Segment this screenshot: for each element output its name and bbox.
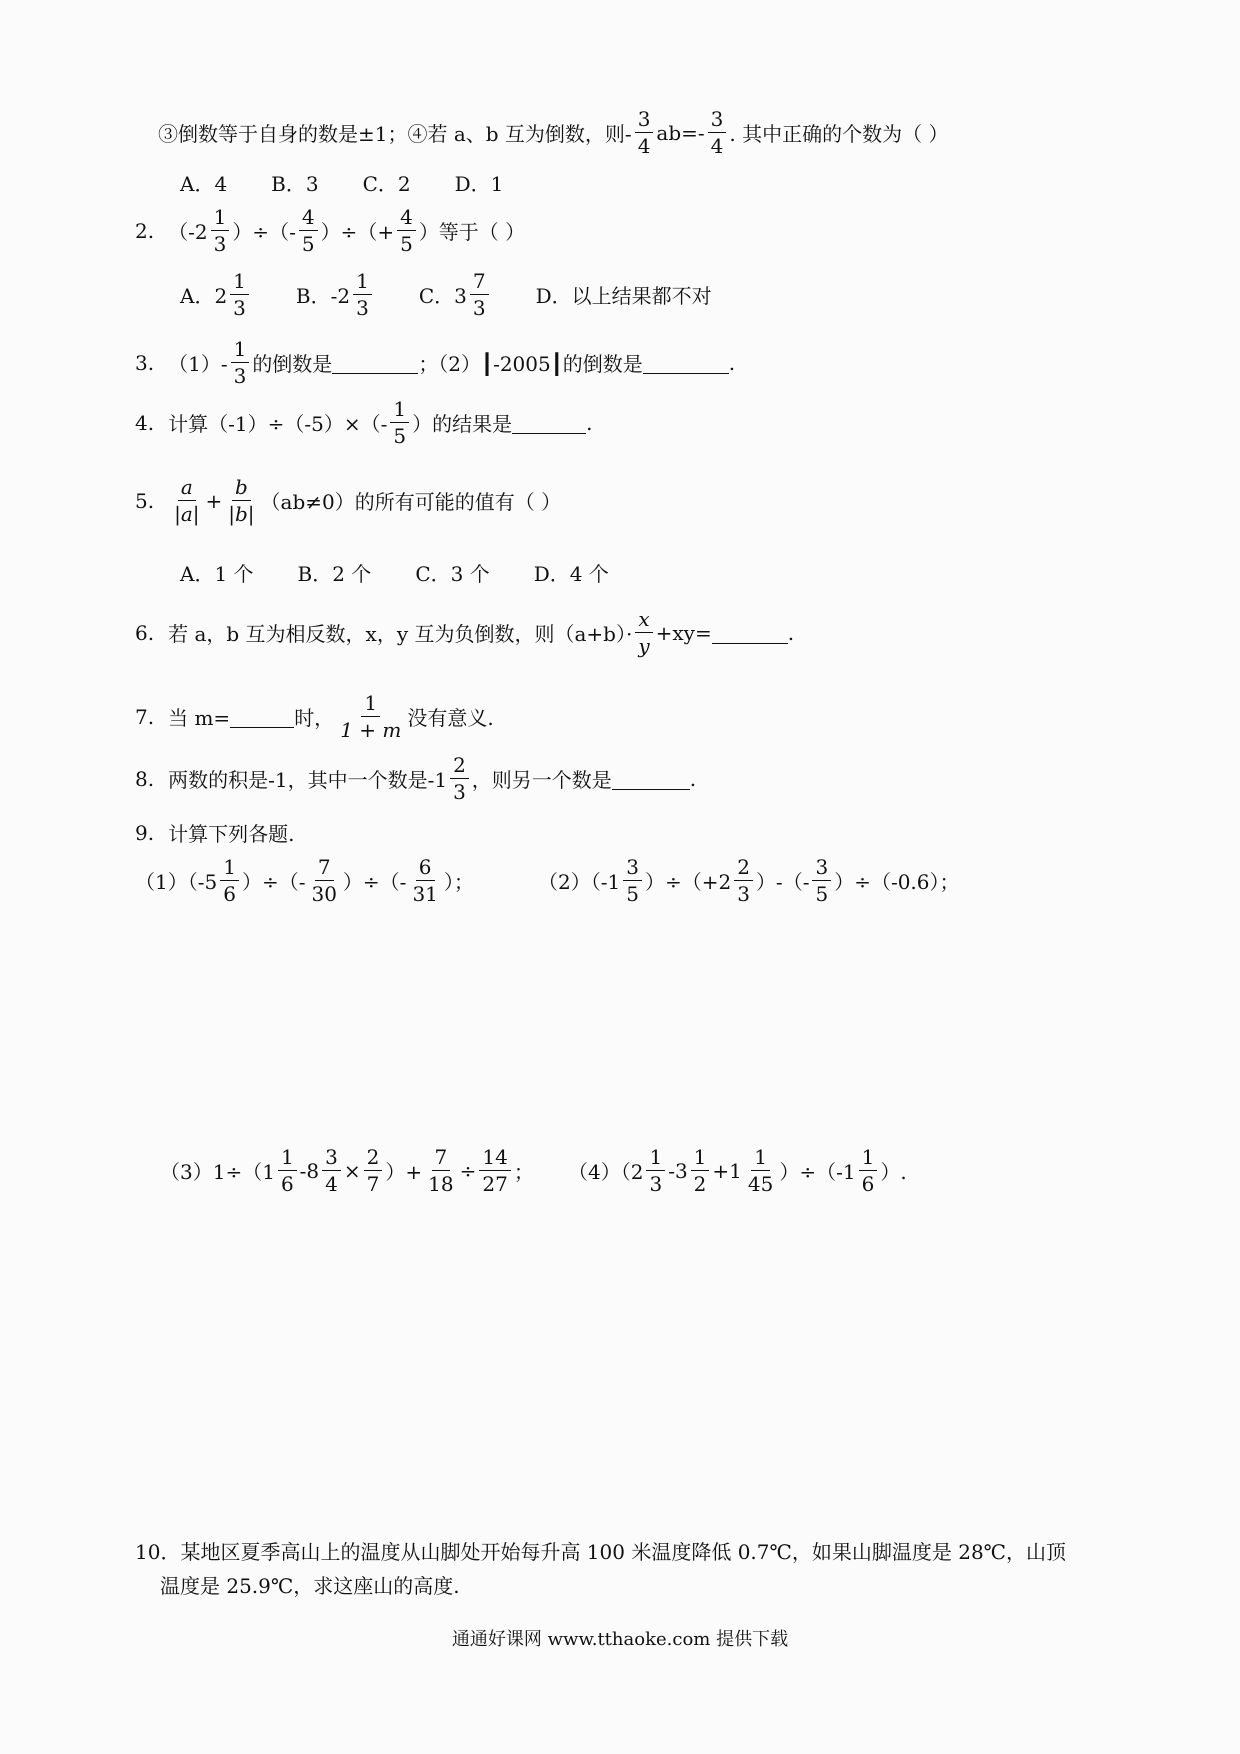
numerator: 2 <box>364 1146 383 1171</box>
question-2 <box>135 206 525 255</box>
numerator: 1 <box>646 1146 665 1171</box>
q2-text: ）等于（ ） <box>418 220 526 244</box>
numerator: 7 <box>315 856 334 881</box>
question-number: 8. <box>135 766 155 791</box>
fraction <box>278 1146 297 1195</box>
denominator: 6 <box>861 1172 875 1196</box>
q1-text: ab=- <box>656 120 705 145</box>
q9-text: ）； <box>443 870 474 894</box>
question-number: 5. <box>135 488 155 513</box>
answer-blank[interactable] <box>512 411 586 434</box>
option-b: B．2 个 <box>297 562 372 586</box>
numerator: x <box>635 608 652 633</box>
fraction <box>171 476 202 525</box>
question-6 <box>135 608 794 657</box>
fraction <box>691 1146 710 1195</box>
q3-text: 的倒数是 <box>252 352 333 376</box>
answer-blank[interactable] <box>643 351 729 374</box>
question-10-line-1: 10．某地区夏季高山上的温度从山脚处开始每升高 100 米温度降低 0.7℃，如果山脚温度是 28℃，山顶 <box>135 1540 1067 1564</box>
q9-text: -8 <box>299 1158 320 1183</box>
q1-options <box>180 168 547 197</box>
denominator: 30 <box>311 882 337 906</box>
q8-text: ，则另一个数是 <box>471 768 612 792</box>
answer-blank[interactable] <box>332 351 418 374</box>
denominator: 3 <box>233 296 246 320</box>
numerator: 3 <box>322 1146 341 1171</box>
q1-statement <box>158 108 948 157</box>
page-footer: 通通好课网 www.tthaoke.com 提供下载 <box>451 1629 789 1650</box>
fraction <box>230 270 249 319</box>
question-number: 2. <box>135 218 155 243</box>
q3-text: . <box>728 350 736 375</box>
fraction <box>322 1146 341 1195</box>
fraction <box>708 108 727 157</box>
fraction <box>220 856 239 905</box>
q5-text: （ab≠0）的所有可能的值有（ ） <box>260 490 562 514</box>
fraction <box>225 476 257 525</box>
numerator: 1 <box>231 338 250 363</box>
denominator: 3 <box>737 882 750 906</box>
denominator: 2 <box>693 1172 707 1196</box>
answer-blank[interactable] <box>712 621 788 644</box>
numerator: 1 <box>361 692 380 717</box>
denominator: 3 <box>472 296 486 320</box>
denominator: 6 <box>223 882 236 906</box>
numerator: 3 <box>623 856 642 881</box>
option-a: A．1 个 <box>180 562 254 586</box>
answer-blank[interactable] <box>230 705 294 728</box>
option-d: D．4 个 <box>533 562 609 586</box>
option-c <box>419 270 492 319</box>
question-9-title <box>135 818 294 847</box>
numerator: 1 <box>220 856 239 881</box>
question-5 <box>135 476 561 525</box>
option-d: D．1 <box>454 172 504 196</box>
q5-options <box>180 558 653 587</box>
q9-text: -3 <box>668 1158 688 1183</box>
denominator: 45 <box>747 1172 774 1196</box>
option-label: B．-2 <box>295 284 351 308</box>
fraction <box>635 108 654 157</box>
q9-text: （3）1÷（1 <box>160 1160 275 1184</box>
fraction <box>479 1146 510 1195</box>
denominator: 5 <box>393 424 407 448</box>
numerator: 1 <box>211 206 230 231</box>
denominator: 5 <box>626 882 639 906</box>
denominator: |b| <box>228 502 255 526</box>
denominator: 5 <box>815 882 829 906</box>
numerator: 14 <box>479 1146 510 1171</box>
denominator: 27 <box>482 1172 508 1196</box>
q2-text: ）÷（- <box>232 220 296 244</box>
fraction <box>211 206 230 255</box>
denominator: 1 + m <box>340 718 402 742</box>
denominator: 3 <box>649 1172 663 1196</box>
fraction <box>409 856 440 905</box>
q9-text: ）÷（+2 <box>644 870 732 894</box>
denominator: 4 <box>637 134 651 158</box>
numerator: 7 <box>470 270 489 295</box>
denominator: 3 <box>356 296 369 320</box>
q2-text: （-2 <box>168 220 208 244</box>
numerator: 3 <box>812 856 831 881</box>
q9-text: ）. <box>880 1160 907 1184</box>
fraction <box>450 754 469 803</box>
q9-text: ）+ <box>385 1160 423 1184</box>
denominator: 4 <box>710 134 724 158</box>
numerator: 1 <box>390 398 409 423</box>
answer-blank[interactable] <box>612 767 690 790</box>
q4-text: . <box>586 410 593 435</box>
q9-part-3 <box>160 1146 534 1195</box>
denominator: 18 <box>428 1172 454 1196</box>
option-label: A．2 <box>180 284 228 308</box>
option-a <box>180 270 252 319</box>
numerator: 1 <box>278 1146 297 1171</box>
denominator: 5 <box>400 232 413 256</box>
fraction <box>231 338 250 387</box>
q8-text: 两数的积是-1，其中一个数是-1 <box>168 768 448 792</box>
fraction <box>734 856 753 905</box>
fraction <box>390 398 409 447</box>
q9-text: ）÷（-1 <box>779 1160 856 1184</box>
question-8 <box>135 754 696 803</box>
option-label: C．3 <box>418 284 467 308</box>
q3-text: ；（2）┃-2005┃的倒数是 <box>418 352 643 376</box>
option-b <box>296 270 375 319</box>
numerator: 1 <box>353 270 372 295</box>
numerator: 4 <box>299 206 318 231</box>
denominator: 3 <box>213 232 227 256</box>
fraction <box>337 692 404 741</box>
q5-text: + <box>205 488 223 513</box>
numerator: 2 <box>734 856 753 881</box>
q1-text: ③倒数等于自身的数是±1；④若 a、b 互为倒数，则- <box>158 122 632 146</box>
fraction <box>425 1146 456 1195</box>
q9-text: ）÷（- <box>342 870 407 894</box>
denominator: y <box>638 634 650 658</box>
denominator: 4 <box>325 1172 338 1196</box>
q9-text: ； <box>513 1160 534 1184</box>
q9-part-2 <box>538 856 960 905</box>
numerator: 1 <box>691 1146 710 1171</box>
fraction <box>812 856 831 905</box>
fraction <box>745 1146 776 1195</box>
question-number: 6. <box>135 620 155 645</box>
q6-text: +xy= <box>655 620 712 645</box>
q6-text: . <box>787 620 795 645</box>
q9-part-4 <box>568 1146 907 1195</box>
question-7 <box>135 692 494 741</box>
q9-text: ）÷（-0.6）； <box>834 870 960 894</box>
q3-text: （1）- <box>168 352 228 376</box>
denominator: 3 <box>233 364 247 388</box>
numerator: 1 <box>859 1146 878 1171</box>
numerator: 1 <box>230 270 249 295</box>
question-4 <box>135 398 592 447</box>
numerator: 3 <box>635 108 654 133</box>
fraction <box>353 270 372 319</box>
fraction <box>397 206 416 255</box>
numerator: 6 <box>416 856 435 881</box>
q2-options <box>180 270 756 319</box>
question-number: 4. <box>135 410 155 435</box>
fraction <box>470 270 489 319</box>
fraction <box>308 856 339 905</box>
question-10-line-2: 温度是 25.9℃，求这座山的高度. <box>160 1574 460 1598</box>
denominator: 7 <box>366 1172 380 1196</box>
numerator: 4 <box>397 206 416 231</box>
q9-text: ）÷（- <box>241 870 306 894</box>
q7-text: 没有意义. <box>407 706 494 730</box>
fraction <box>859 1146 878 1195</box>
q9-text: （2）（-1 <box>538 870 621 894</box>
q9-text: ）-（- <box>755 870 810 894</box>
fraction <box>646 1146 665 1195</box>
option-a: A．4 <box>180 172 228 196</box>
fraction <box>364 1146 383 1195</box>
option-c: C．3 个 <box>415 562 490 586</box>
fraction <box>299 206 318 255</box>
option-d: D．以上结果都不对 <box>535 284 712 308</box>
option-c: C．2 <box>362 172 411 196</box>
numerator: b <box>232 476 251 501</box>
denominator: |a| <box>174 502 200 526</box>
question-number: 3. <box>135 350 155 375</box>
q6-text: 若 a，b 互为相反数，x，y 互为负倒数，则（a+b）· <box>168 622 633 646</box>
q9-title: 计算下列各题. <box>168 822 295 846</box>
q9-text: ÷ <box>459 1158 477 1183</box>
option-b: B．3 <box>271 172 319 196</box>
q9-text: × <box>343 1158 361 1183</box>
numerator: 3 <box>708 108 727 133</box>
q7-text: 当 m= <box>168 706 231 730</box>
q9-text: （1）（-5 <box>135 870 218 894</box>
q9-text: （4）（2 <box>568 1160 644 1184</box>
q4-text: ）的结果是 <box>412 412 513 436</box>
denominator: 31 <box>412 882 438 906</box>
denominator: 6 <box>280 1172 294 1196</box>
numerator: 7 <box>432 1146 451 1171</box>
question-number: 9. <box>135 820 155 845</box>
question-3 <box>135 338 735 387</box>
question-number: 7. <box>135 704 155 729</box>
denominator: 5 <box>301 232 315 256</box>
q9-text: +1 <box>712 1158 742 1183</box>
q1-text: . 其中正确的个数为（ ） <box>729 122 949 146</box>
q8-text: . <box>689 766 697 791</box>
fraction <box>623 856 642 905</box>
numerator: 2 <box>450 754 469 779</box>
fraction <box>635 608 652 657</box>
numerator: 1 <box>751 1146 770 1171</box>
q2-text: ）÷（+ <box>320 220 395 244</box>
q7-text: 时， <box>294 706 335 730</box>
denominator: 3 <box>453 780 466 804</box>
q4-text: 计算（-1）÷（-5）×（- <box>168 412 388 436</box>
numerator: a <box>178 476 196 501</box>
q9-part-1 <box>135 856 474 905</box>
